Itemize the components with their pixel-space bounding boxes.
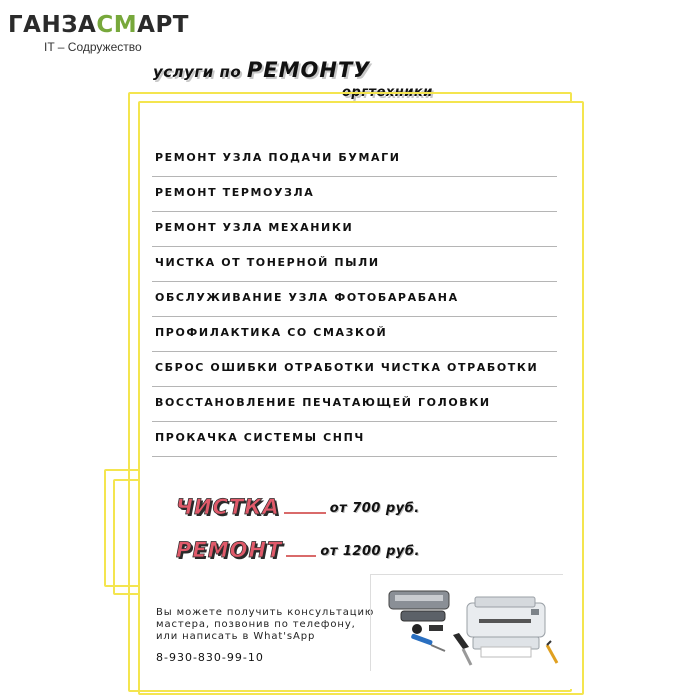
pliers-icon [453, 633, 471, 665]
logo-part-2: СМ [96, 12, 138, 38]
service-label: РЕМОНТ УЗЛА МЕХАНИКИ [155, 221, 354, 234]
list-item [152, 423, 557, 457]
price-repair-value: от 1200 руб. [320, 544, 420, 559]
price-repair-divider [286, 555, 316, 557]
list-item [152, 283, 557, 317]
logo-subtitle: IT – Содружество [44, 40, 142, 54]
price-cleaning-value: от 700 руб. [329, 501, 420, 516]
tool-icon [547, 641, 557, 663]
price-cleaning-divider [284, 512, 326, 514]
contact-text: Вы можете получить консультацию мастера, позвонив по телефону, или написать в What'sApp [156, 607, 375, 642]
printer-illustration [371, 575, 563, 671]
service-label: СБРОС ОШИБКИ ОТРАБОТКИ ЧИСТКА ОТРАБОТКИ [155, 361, 539, 374]
service-label: ЧИСТКА ОТ ТОНЕРНОЙ ПЫЛИ [155, 256, 380, 269]
list-item [152, 213, 557, 247]
service-label: ВОССТАНОВЛЕНИЕ ПЕЧАТАЮЩЕЙ ГОЛОВКИ [155, 396, 491, 409]
list-item [152, 248, 557, 282]
cartridge-icon [389, 591, 449, 634]
list-item [152, 178, 557, 212]
service-label: ПРОКАЧКА СИСТЕМЫ СНПЧ [155, 431, 365, 444]
title-emphasis: РЕМОНТУ [246, 58, 371, 82]
page-subtitle: оргтехники [342, 85, 433, 100]
list-item [152, 143, 557, 177]
price-repair [176, 538, 420, 562]
logo-part-1: ГАНЗА [8, 12, 97, 38]
service-label: ПРОФИЛАКТИКА СО СМАЗКОЙ [155, 326, 388, 339]
printer-icon [467, 597, 545, 657]
service-label: РЕМОНТ УЗЛА ПОДАЧИ БУМАГИ [155, 151, 401, 164]
price-repair-name: РЕМОНТ [176, 538, 283, 562]
service-label: ОБСЛУЖИВАНИЕ УЗЛА ФОТОБАРАБАНА [155, 291, 459, 304]
price-cleaning-name: ЧИСТКА [176, 495, 280, 519]
logo-part-3: АРТ [137, 12, 189, 38]
price-cleaning [176, 495, 420, 519]
list-item [152, 318, 557, 352]
phone-number: 8-930-830-99-10 [156, 651, 264, 664]
printer-and-tools-icon [370, 574, 563, 671]
title-prefix: услуги по [153, 63, 247, 81]
list-item [152, 388, 557, 422]
page-title [153, 58, 370, 82]
services-list [152, 143, 557, 458]
list-item [152, 353, 557, 387]
service-label: РЕМОНТ ТЕРМОУЗЛА [155, 186, 315, 199]
brand-logo [8, 12, 189, 38]
screwdriver-icon [411, 633, 445, 651]
